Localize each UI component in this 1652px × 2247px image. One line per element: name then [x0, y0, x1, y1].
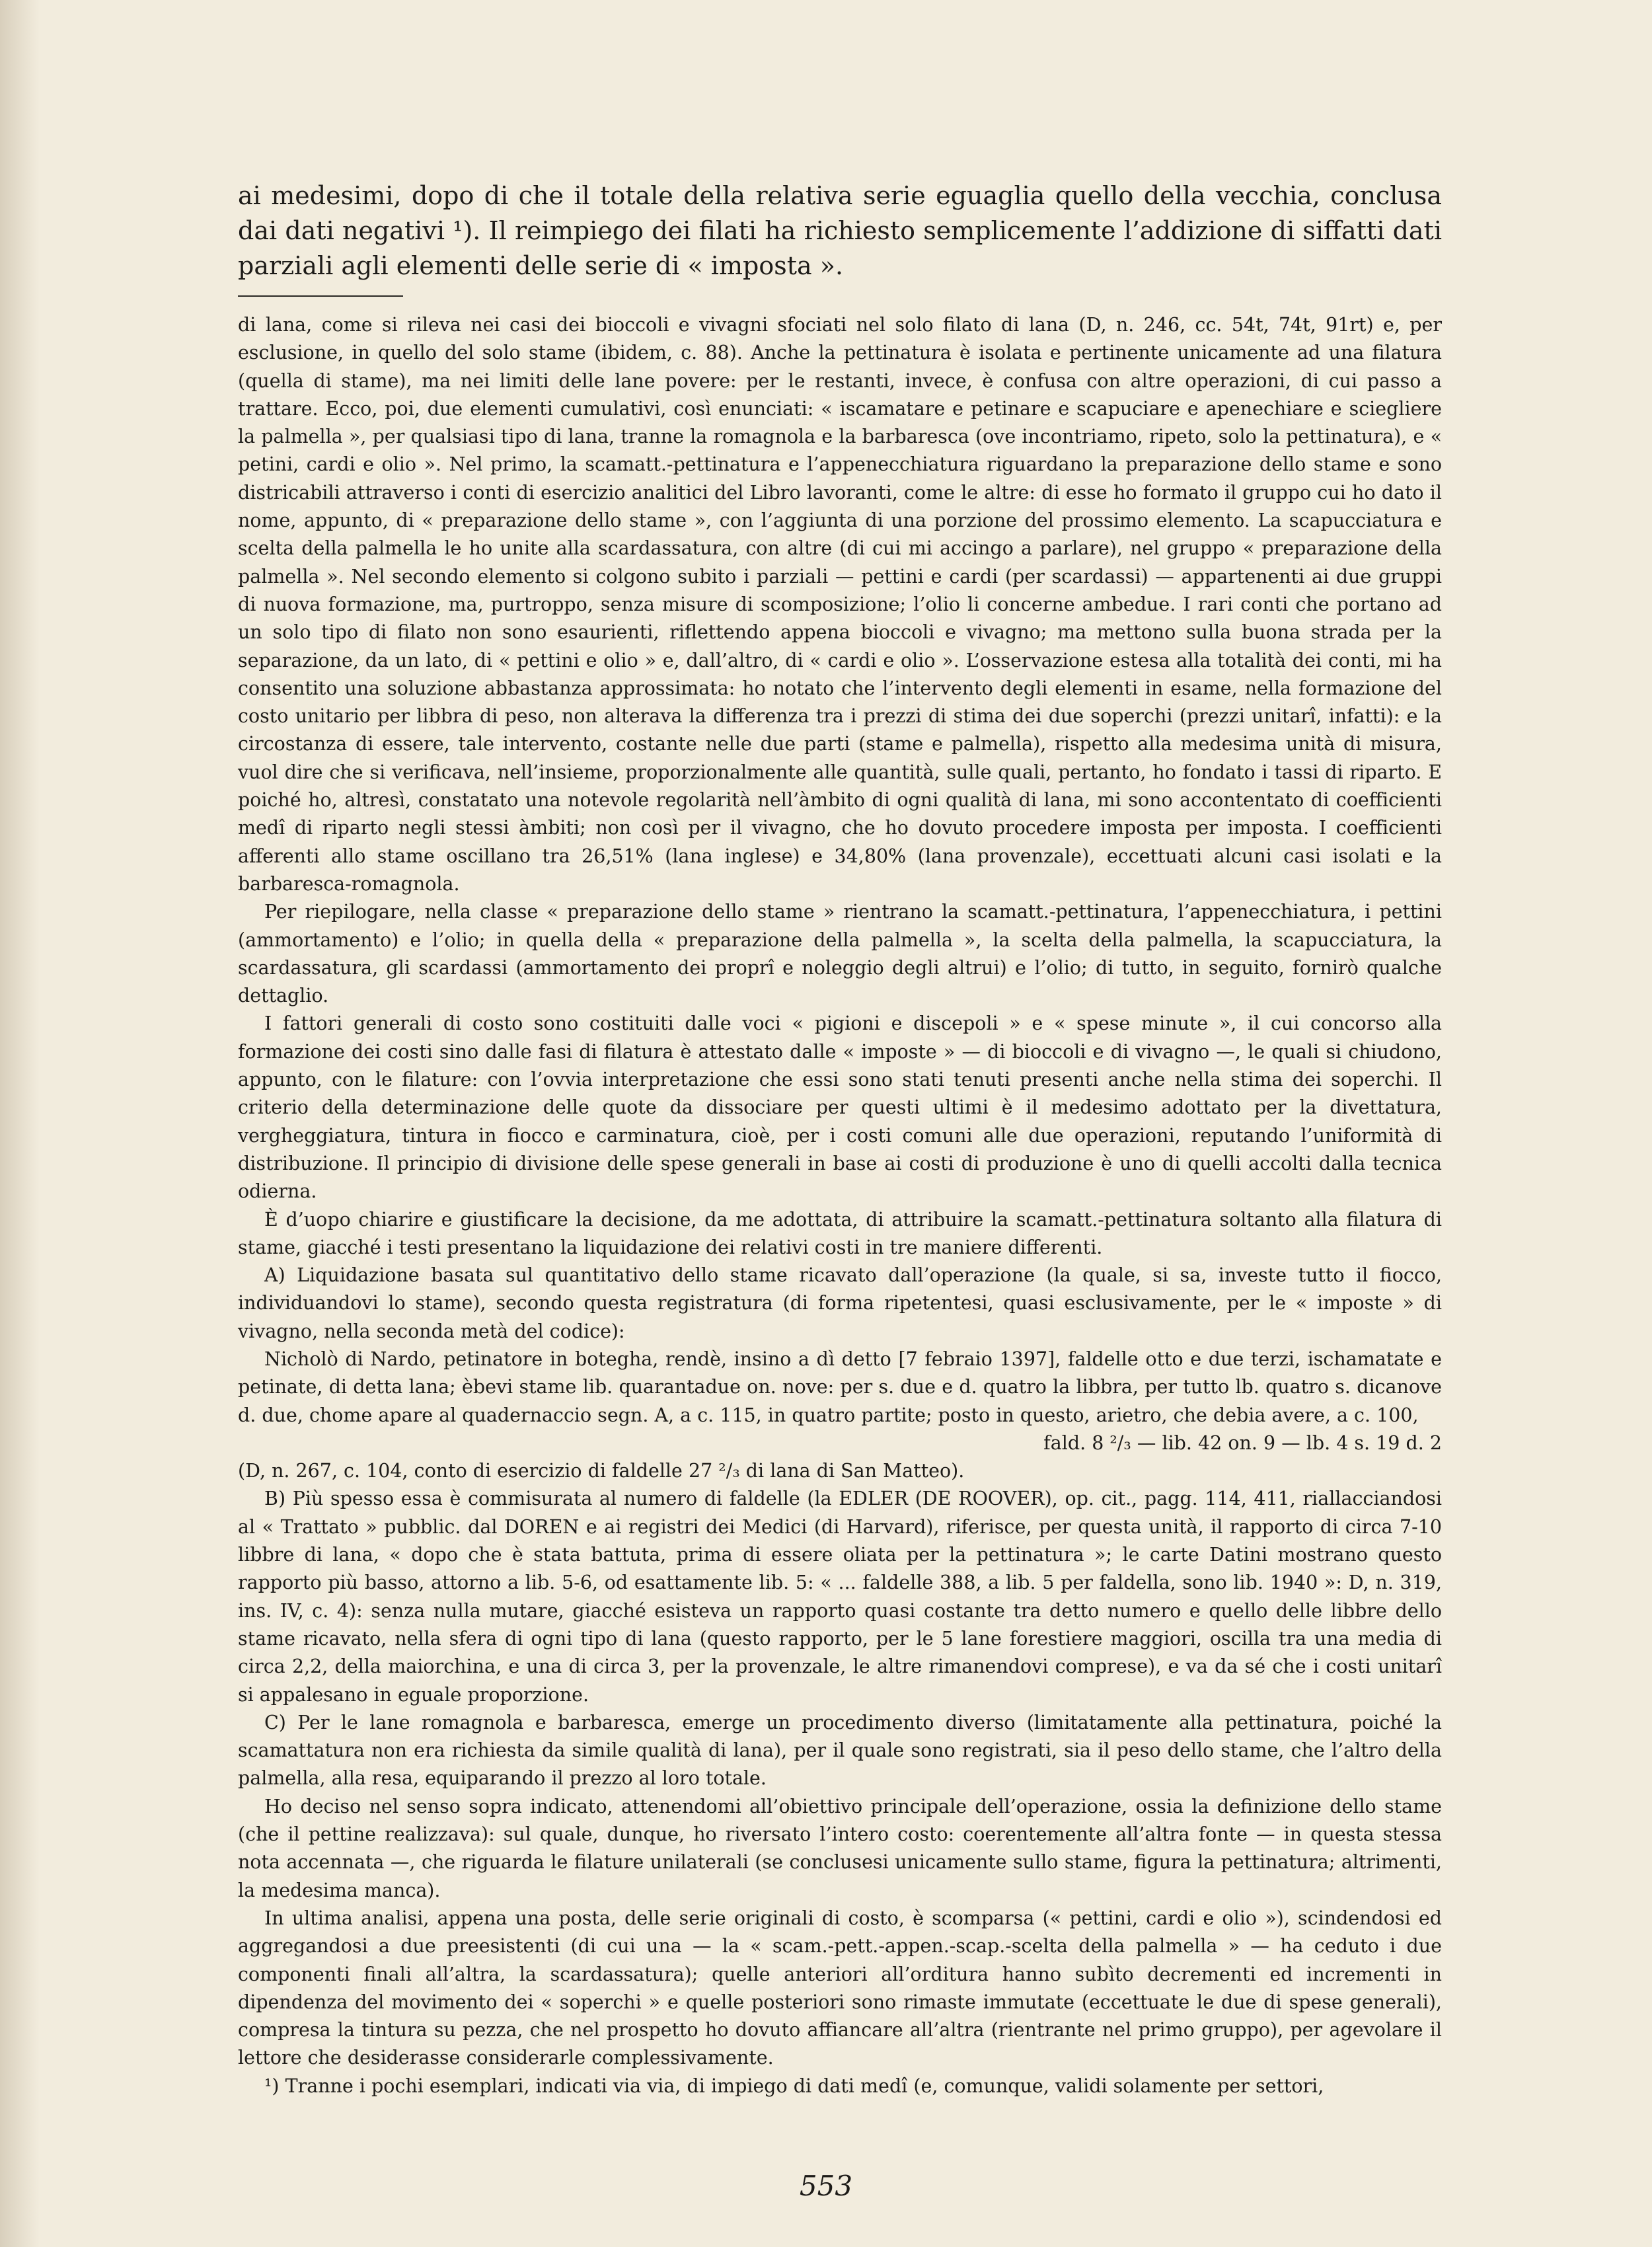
note-paragraph: Ho deciso nel senso sopra indicato, attenendomi all’obiettivo principale dell’operazione, ossia la definizione dello stame (che il pettine realizzava): sul quale, dunque, ho riversato l’intero costo: coerentemente all’altra fonte — in questa stessa nota accennata —, che riguarda le filature unilaterali (se conclusesi unicamente sullo stame, figura la pettinatura; altrimenti, la medesima manca). [238, 1795, 1442, 1901]
note-paragraph: di lana, come si rileva nei casi dei bioccoli e vivagni sfociati nel solo filato di lana (D, n. 246, cc. 54t, 74t, 91rt) e, per esclusione, in quello del solo stame (ibidem, c. 88). Anche la pettinatura è isolata e pertinente unicamente ad una filatura (quella di stame), ma nei limiti delle lane povere: per le restanti, invece, è confusa con altre operazioni, di cui passo a trattare. Ecco, poi, due elementi cumulativi, così enunciati: « iscamatare e petinare e scapuciare e apenechiare e sciegliere la palmella », per qualsiasi tipo di lana, tranne la romagnola e la barbaresca (ove incontriamo, ripeto, solo la pettinatura), e « petini, cardi e olio ». Nel primo, la scamatt.-pettinatura e l’appenecchiatura riguardano la preparazione dello stame e sono districabili attraverso i conti di esercizio analitici del Libro lavoranti, come le altre: di esse ho formato il gruppo cui ho dato il nome, appunto, di « preparazione dello stame », con l’aggiunta di una porzione del prossimo elemento. La scapucciatura e scelta della palmella le ho unite alla scardassatura, con altre (di cui mi accingo a parlare), nel gruppo « preparazione della palmella ». Nel secondo elemento si colgono subito i parziali — pettini e cardi (per scardassi) — appartenenti ai due gruppi di nuova formazione, ma, purtroppo, senza misure di scomposizione; l’olio li concerne ambedue. I rari conti che portano ad un solo tipo di filato non sono esaurienti, riflettendo appena bioccoli e vivagno; ma mettono sulla buona strada per la separazione, da un lato, di « pettini e olio » e, dall’altro, di « cardi e olio ». L’osservazione estesa alla totalità dei conti, mi ha consentito una soluzione abbastanza approssimata: ho notato che l’intervento degli elementi in esame, nella formazione del costo unitario per libbra di peso, non alterava la differenza tra i prezzi di stima dei due soperchi (prezzi unitarî, infatti): e la circostanza di essere, tale intervento, costante nelle due parti (stame e palmella), rispetto alla medesima unità di misura, vuol dire che si verificava, nell’insieme, proporzionalmente alle quantità, sulle quali, pertanto, ho fondato i tassi di riparto. E poiché ho, altresì, constatato una notevole regolarità nell’àmbito di ogni qualità di lana, mi sono accontentato di coefficienti medî di riparto negli stessi àmbiti; non così per il vivagno, che ho dovuto procedere imposta per imposta. I coefficienti afferenti allo stame oscillano tra 26,51% (lana inglese) e 34,80% (lana provenzale), eccettuati alcuni casi isolati e la barbaresca-romagnola. [238, 314, 1442, 895]
text-column [238, 178, 1442, 2100]
note-paragraph: Per riepilogare, nella classe « preparazione dello stame » rientrano la scamatt.-pettinatura, l’appenecchiatura, i pettini (ammortamento) e l’olio; in quella della « preparazione della palmella », la scelta della palmella, la scapucciatura, la scardassatura, gli scardassi (ammortamento dei proprî e noleggio degli altrui) e l’olio; di tutto, in seguito, fornirò qualche dettaglio. [238, 901, 1442, 1007]
binding-gutter [0, 0, 40, 2247]
main-paragraph: ai medesimi, dopo di che il totale della relativa serie eguaglia quello della vecchia, conclusa dai dati negativi ¹). Il reimpiego dei filati ha richiesto semplicemente l’addizione di siffatti dati parziali agli elementi delle serie di « imposta ». [238, 181, 1442, 280]
page-number: 553 [799, 2170, 853, 2202]
note-paragraph: A) Liquidazione basata sul quantitativo dello stame ricavato dall’operazione (la quale, si sa, investe tutto il fiocco, individuandovi lo stame), secondo questa registratura (di forma ripetentesi, quasi esclusivamente, per le « imposte » di vivagno, nella seconda metà del codice): [238, 1264, 1442, 1342]
footnote-separator [238, 295, 403, 297]
note-paragraph: B) Più spesso essa è commisurata al numero di faldelle (la EDLER (DE ROOVER), op. cit., pagg. 114, 411, riallacciandosi al « Trattato » pubblic. dal DOREN e ai registri dei Medici (di Harvard), riferisce, per questa unità, il rapporto di circa 7-10 libbre di lana, « dopo che è stata battuta, prima di essere oliata per la pettinatura »; le carte Datini mostrano questo rapporto più basso, attorno a lib. 5-6, od esattamente lib. 5: « ... faldelle 388, a lib. 5 per faldella, sono lib. 1940 »: D, n. 319, ins. IV, c. 4): senza nulla mutare, giacché esisteva un rapporto quasi costante tra detto numero e quello delle libbre dello stame ricavato, nella sfera di ogni tipo di lana (questo rapporto, per le 5 lane forestiere maggiori, oscilla tra una media di circa 2,2, della maiorchina, e una di circa 3, per la provenzale, le altre rimanendovi comprese), e va da sé che i costi unitarî si appalesano in eguale proporzione. [238, 1488, 1442, 1706]
note-paragraph: È d’uopo chiarire e giustificare la decisione, da me adottata, di attribuire la scamatt.-pettinatura soltanto alla filatura di stame, giacché i testi presentano la liquidazione dei relativi costi in tre maniere differenti. [238, 1208, 1442, 1258]
footnote-1: ¹) Tranne i pochi esemplari, indicati via via, di impiego di dati medî (e, comunque, validi solamente per settori, [264, 2075, 1324, 2097]
note-paragraph: In ultima analisi, appena una posta, delle serie originali di costo, è scomparsa (« pettini, cardi e olio »), scindendosi ed aggregandosi a due preesistenti (di cui una — la « scam.-pett.-appen.-scap.-scelta della palmella » — ha ceduto i due componenti finali all’altra, la scardassatura); quelle anteriori all’orditura hanno subìto decrementi ed incrementi in dipendenza del movimento dei « soperchi » e quelle posteriori sono rimaste immutate (eccettuate le due di spese generali), compresa la tintura su pezza, che nel prospetto ho dovuto affiancare all’altra (rientrante nel primo gruppo), per agevolare il lettore che desiderasse considerarle complessivamente. [238, 1907, 1442, 2069]
quoted-record-total: fald. 8 ²/₃ — lib. 42 on. 9 — lb. 4 s. 19 d. 2 [1043, 1431, 1442, 1454]
main-text [238, 178, 1442, 284]
note-paragraph: I fattori generali di costo sono costituiti dalle voci « pigioni e discepoli » e « spese minute », il cui concorso alla formazione dei costi sino dalle fasi di filatura è attestato dalle « imposte » — di bioccoli e di vivagno —, le quali si chiudono, appunto, con le filature: con l’ovvia interpretazione che essi sono stati tenuti presenti anche nella stima dei soperchi. Il criterio della determinazione delle quote da dissociare per questi ultimi è il medesimo adottato per la divettatura, vergheggiatura, tintura in fiocco e carminatura, cioè, per i costi comuni alle due operazioni, reputando l’uniformità di distribuzione. Il principio di divisione delle spese generali in base ai costi di produzione è uno di quelli accolti dalla tecnica odierna. [238, 1012, 1442, 1203]
footnote-block [238, 311, 1442, 2100]
note-paragraph: C) Per le lane romagnola e barbaresca, emerge un procedimento diverso (limitatamente alla pettinatura, poiché la scamattatura non era richiesta da simile qualità di lana), per il quale sono registrati, sia il peso dello stame, che l’altro della palmella, alla resa, equiparando il prezzo al loro totale. [238, 1711, 1442, 1790]
quoted-record: Nicholò di Nardo, petinatore in botegha, rendè, insino a dì detto [7 febraio 1397], faldelle otto e due terzi, ischamatate e petinate, di detta lana; èbevi stame lib. quarantadue on. nove: per s. due e d. quatro la libbra, per tutto lb. quatro s. dicanove d. due, chome apare al quadernaccio segn. A, a c. 115, in quatro partite; posto in questo, arietro, che debia avere, a c. 100, [238, 1348, 1442, 1426]
quoted-record-source: (D, n. 267, c. 104, conto di esercizio di faldelle 27 ²/₃ di lana di San Matteo). [238, 1460, 965, 1482]
